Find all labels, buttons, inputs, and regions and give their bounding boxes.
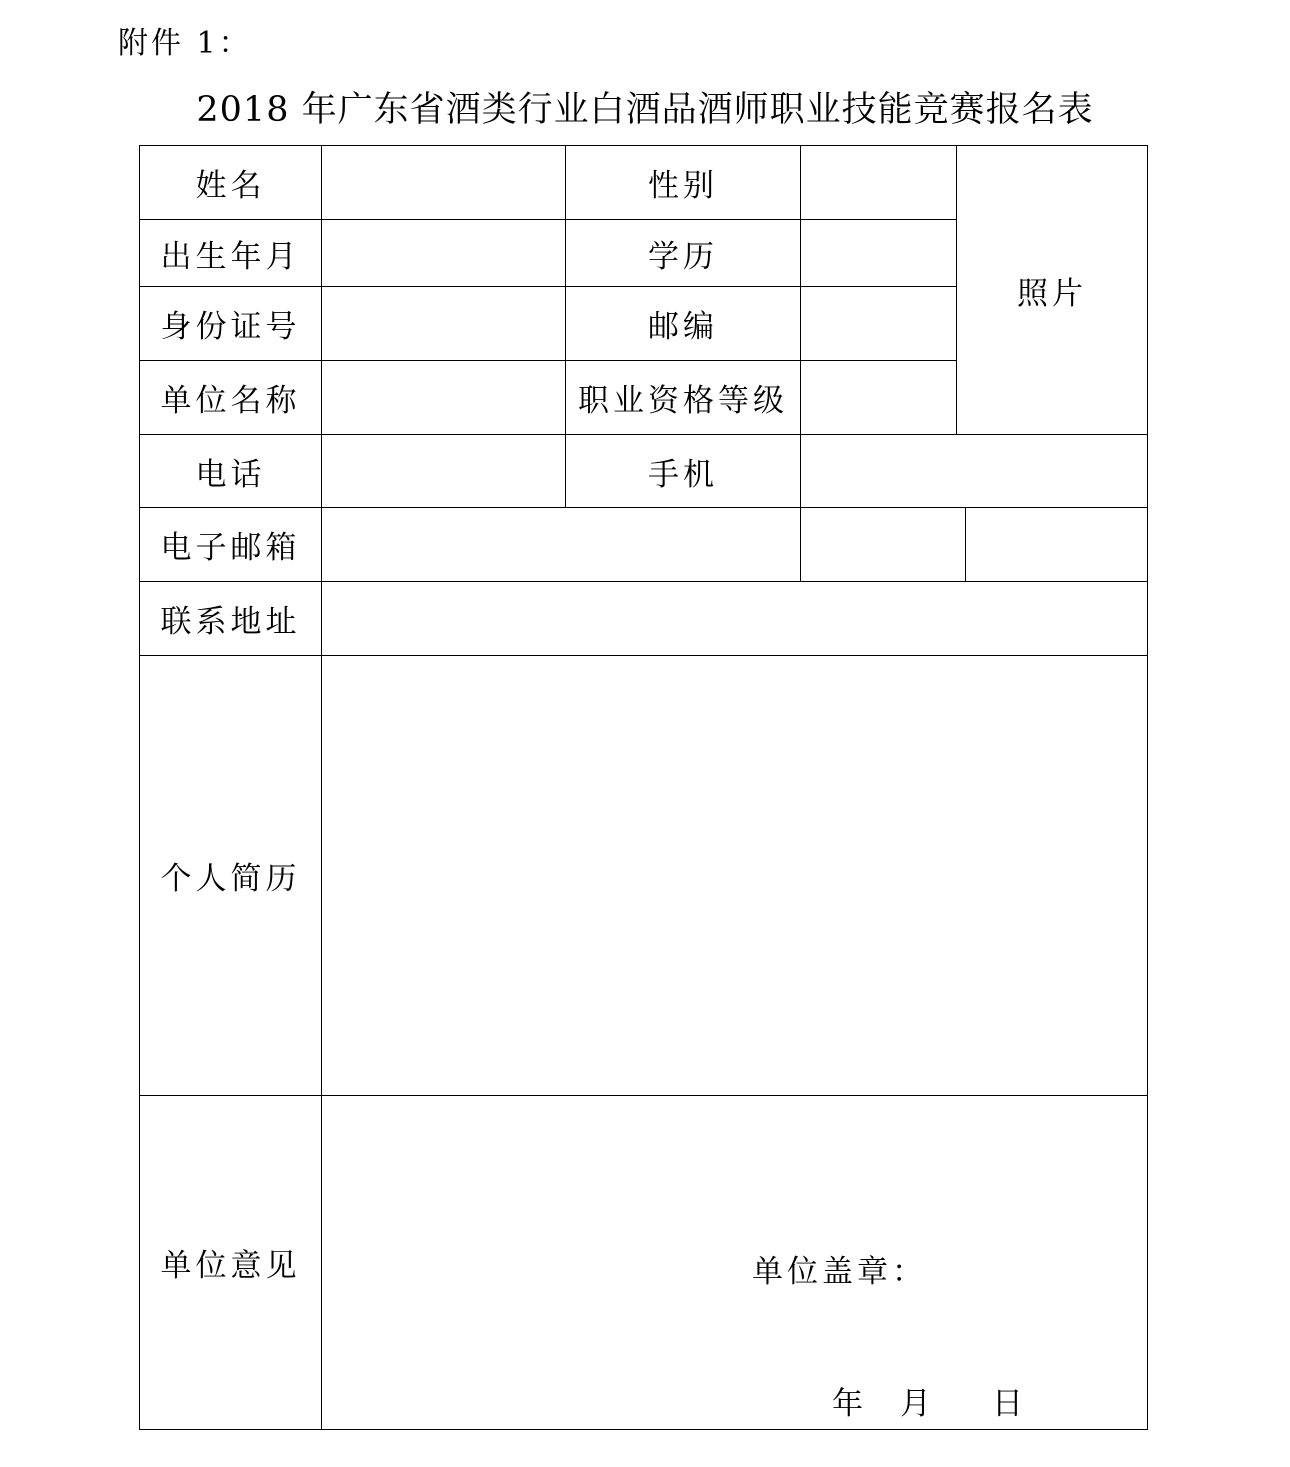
mobile-label: 手机 — [566, 435, 801, 508]
gender-field[interactable] — [801, 146, 957, 220]
email-label: 电子邮箱 — [140, 508, 322, 582]
name-label: 姓名 — [140, 146, 322, 220]
date-day-label: 日 — [992, 1386, 1023, 1422]
table-row — [140, 508, 1148, 582]
phone-field[interactable] — [322, 435, 566, 508]
table-row — [140, 656, 1148, 1096]
mobile-field[interactable] — [801, 435, 1148, 508]
table-row — [140, 1096, 1148, 1430]
name-field[interactable] — [322, 146, 566, 220]
id-label: 身份证号 — [140, 287, 322, 361]
birth-field[interactable] — [322, 220, 566, 287]
qualification-field[interactable] — [801, 361, 957, 435]
gender-label: 性别 — [566, 146, 801, 220]
resume-field[interactable] — [322, 656, 1148, 1096]
attachment-label: 附件 1： — [118, 26, 252, 61]
opinion-field[interactable] — [322, 1096, 1148, 1430]
address-label: 联系地址 — [140, 582, 322, 656]
photo-box[interactable] — [957, 146, 1148, 435]
postcode-label: 邮编 — [566, 287, 801, 361]
employer-label: 单位名称 — [140, 361, 322, 435]
registration-form-table — [139, 145, 1148, 1430]
date-year-label: 年 — [832, 1386, 863, 1422]
stamp-label: 单位盖章： — [752, 1254, 927, 1290]
education-field[interactable] — [801, 220, 957, 287]
date-month-label: 月 — [900, 1386, 931, 1422]
phone-label: 电话 — [140, 435, 322, 508]
qualification-label: 职业资格等级 — [566, 361, 801, 435]
page-title: 2018 年广东省酒类行业白酒品酒师职业技能竞赛报名表 — [196, 90, 1094, 130]
extra-field-2[interactable] — [966, 508, 1148, 582]
postcode-field[interactable] — [801, 287, 957, 361]
table-row — [140, 582, 1148, 656]
email-field[interactable] — [322, 508, 801, 582]
education-label: 学历 — [566, 220, 801, 287]
address-field[interactable] — [322, 582, 1148, 656]
extra-field-1[interactable] — [801, 508, 966, 582]
employer-field[interactable] — [322, 361, 566, 435]
table-row — [140, 146, 1148, 220]
resume-label: 个人简历 — [140, 656, 322, 1096]
photo-label: 照片 — [1017, 275, 1087, 312]
table-row — [140, 435, 1148, 508]
id-field[interactable] — [322, 287, 566, 361]
birth-label: 出生年月 — [140, 220, 322, 287]
opinion-label: 单位意见 — [140, 1096, 322, 1430]
